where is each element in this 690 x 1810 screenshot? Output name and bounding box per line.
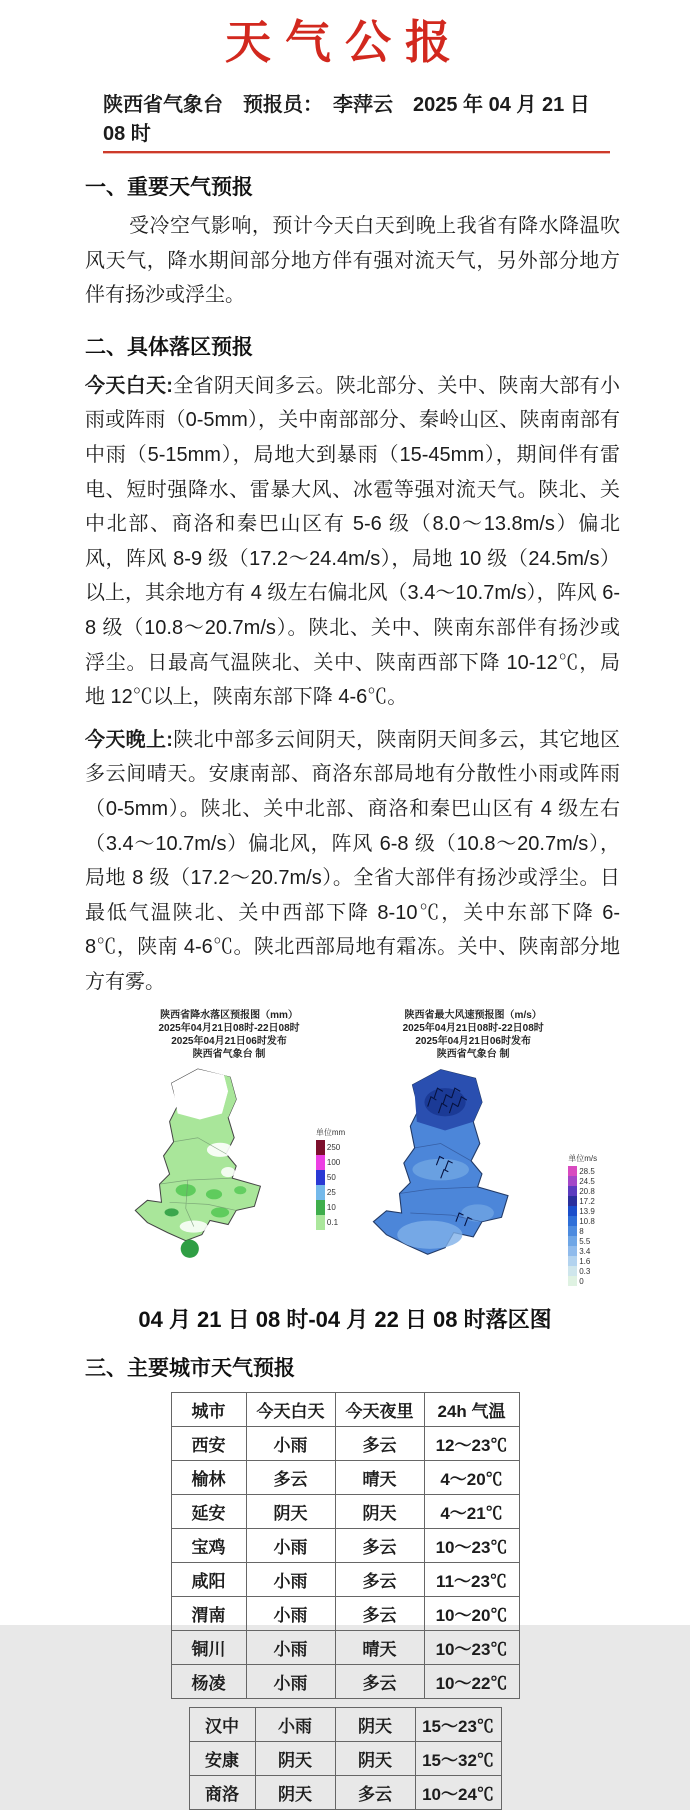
table-cell: 小雨 xyxy=(246,1563,335,1597)
table-cell: 多云 xyxy=(335,1427,424,1461)
legend-swatch xyxy=(568,1176,577,1186)
table-cell: 15～32℃ xyxy=(415,1742,501,1776)
legend-item xyxy=(568,1186,597,1196)
table-row xyxy=(189,1776,501,1810)
legend-value: 3.4 xyxy=(579,1246,591,1256)
forecast-day-paragraph xyxy=(85,369,620,715)
table-cell: 多云 xyxy=(335,1776,415,1810)
legend-value: 25 xyxy=(326,1188,336,1198)
table-cell: 4～20℃ xyxy=(424,1461,519,1495)
table-row xyxy=(171,1563,519,1597)
wind-map-figure xyxy=(349,1009,597,1289)
table-cell: 阴天 xyxy=(255,1776,335,1810)
table-cell: 多云 xyxy=(246,1461,335,1495)
section1-paragraph: 受冷空气影响，预计今天白天到晚上我省有降水降温吹风天气，降水期间部分地方伴有强对流天气，另外部分地方伴有扬沙或浮尘。 xyxy=(85,215,620,307)
table-row xyxy=(171,1427,519,1461)
table-cell: 汉中 xyxy=(189,1708,255,1742)
table-cell: 晴天 xyxy=(335,1461,424,1495)
table-cell: 多云 xyxy=(335,1597,424,1631)
legend-value: 1.6 xyxy=(579,1256,591,1266)
table-cell: 15～23℃ xyxy=(415,1708,501,1742)
table-cell: 阴天 xyxy=(335,1495,424,1529)
legend-item xyxy=(568,1226,597,1236)
table-row xyxy=(171,1597,519,1631)
table-row xyxy=(189,1708,501,1742)
legend-swatch xyxy=(316,1185,325,1200)
wind-legend-bar xyxy=(568,1166,597,1286)
table-cell: 12～23℃ xyxy=(424,1427,519,1461)
forecast-night-text: 陕北中部多云间阴天，陕南阴天间多云，其它地区多云间晴天。安康南部、商洛东部局地有分散性小雨或阵雨（0-5mm）。陕北、关中北部、商洛和秦巴山区有 4 级左右（3.4～10.7m/s）偏北风，阵风 6-8 级（10.8～20.7m/s），局地 8 级（17.2～20.7m/s）。全省大部伴有扬沙或浮尘。日最低气温陕北、关中西部下降 8-10℃，关中东部下降 6-8℃，陕南 4-6℃。陕北西部局地有霜冻。关中、陕南部分地方有雾。 xyxy=(85,728,620,993)
legend-item xyxy=(568,1276,597,1286)
table-cell: 杨凌 xyxy=(171,1665,246,1699)
table-cell: 延安 xyxy=(171,1495,246,1529)
map-title-line: 2025年04月21日08时-22日08时 xyxy=(158,1023,300,1035)
legend-item xyxy=(316,1140,345,1155)
table-row xyxy=(171,1495,519,1529)
legend-item xyxy=(316,1185,345,1200)
legend-item xyxy=(316,1215,345,1230)
legend-item xyxy=(568,1216,597,1226)
legend-item xyxy=(568,1246,597,1256)
legend-swatch xyxy=(568,1186,577,1196)
table-cell: 小雨 xyxy=(246,1631,335,1665)
column-header-city: 城市 xyxy=(171,1393,246,1427)
table-cell: 商洛 xyxy=(189,1776,255,1810)
city-weather-table-south xyxy=(189,1707,502,1810)
legend-swatch xyxy=(568,1266,577,1276)
table-cell: 10～22℃ xyxy=(424,1665,519,1699)
map-title-line: 陕西省气象台 制 xyxy=(436,1049,510,1061)
map-title-line: 陕西省最大风速预报图（m/s） xyxy=(404,1010,542,1022)
legend-unit-label: 单位mm xyxy=(315,1128,346,1138)
legend-swatch xyxy=(568,1246,577,1256)
map-title-line: 2025年04月21日06时发布 xyxy=(415,1036,531,1048)
section1-heading: 一、重要天气预报 xyxy=(85,176,253,199)
legend-item xyxy=(568,1236,597,1246)
legend-swatch xyxy=(568,1276,577,1286)
table-row xyxy=(171,1461,519,1495)
legend-swatch xyxy=(568,1226,577,1236)
forecast-night-paragraph xyxy=(85,723,620,1000)
table-cell: 10～24℃ xyxy=(415,1776,501,1810)
legend-item xyxy=(568,1176,597,1186)
legend-value: 8 xyxy=(579,1226,584,1236)
table-cell: 阴天 xyxy=(335,1742,415,1776)
legend-swatch xyxy=(568,1256,577,1266)
table-cell: 小雨 xyxy=(246,1529,335,1563)
legend-item xyxy=(568,1256,597,1266)
legend-value: 24.5 xyxy=(579,1176,595,1186)
wind-map-image xyxy=(349,1061,565,1289)
table-cell: 阴天 xyxy=(246,1495,335,1529)
map-title-line: 2025年04月21日06时发布 xyxy=(171,1036,287,1048)
precipitation-legend xyxy=(316,1127,345,1230)
column-header-day: 今天白天 xyxy=(246,1393,335,1427)
table-cell: 晴天 xyxy=(335,1631,424,1665)
legend-swatch xyxy=(568,1216,577,1226)
table-row xyxy=(171,1631,519,1665)
forecast-day-text: 全省阴天间多云。陕北部分、关中、陕南大部有小雨或阵雨（0-5mm），关中南部部分、秦岭山区、陕南南部有中雨（5-15mm），局地大到暴雨（15-45mm），期间伴有雷电、短时强降水、雷暴大风、冰雹等强对流天气。陕北、关中北部、商洛和秦巴山区有 5-6 级（8.0～13.8m/s）偏北风，阵风 8-9 级（17.2～24.4m/s），局地 10 级（24.5m/s）以上，其余地方有 4 级左右偏北风（3.4～10.7m/s），阵风 6-8 级（10.8～20.7m/s）。陕北、关中、陕南东部伴有扬沙或浮尘。日最高气温陕北、关中、陕南西部下降 10-12℃，局地 12℃以上，陕南东部下降 4-6℃。 xyxy=(85,374,620,709)
legend-swatch xyxy=(316,1215,325,1230)
legend-value: 100 xyxy=(326,1158,341,1168)
table-cell: 阴天 xyxy=(255,1742,335,1776)
table-cell: 榆林 xyxy=(171,1461,246,1495)
legend-swatch xyxy=(568,1166,577,1176)
section2-heading: 二、具体落区预报 xyxy=(85,335,253,359)
legend-item xyxy=(316,1200,345,1215)
legend-value: 50 xyxy=(326,1173,336,1183)
maps-row xyxy=(70,1009,640,1289)
legend-item xyxy=(316,1170,345,1185)
table-cell: 10～20℃ xyxy=(424,1597,519,1631)
legend-swatch xyxy=(568,1206,577,1216)
table-header-row xyxy=(171,1393,519,1427)
table-cell: 咸阳 xyxy=(171,1563,246,1597)
table-cell: 铜川 xyxy=(171,1631,246,1665)
legend-swatch xyxy=(568,1236,577,1246)
table-cell: 小雨 xyxy=(246,1427,335,1461)
legend-value: 28.5 xyxy=(579,1166,595,1176)
table-cell: 安康 xyxy=(189,1742,255,1776)
wind-legend xyxy=(568,1153,597,1286)
legend-swatch xyxy=(316,1140,325,1155)
column-header-temp: 24h 气温 xyxy=(424,1393,519,1427)
table-row xyxy=(171,1529,519,1563)
table-cell: 多云 xyxy=(335,1529,424,1563)
legend-item xyxy=(316,1155,345,1170)
legend-value: 17.2 xyxy=(579,1196,595,1206)
maps-caption: 04 月 21 日 08 时-04 月 22 日 08 时落区图 xyxy=(138,1307,552,1333)
legend-value: 13.9 xyxy=(579,1206,595,1216)
legend-value: 10 xyxy=(326,1203,336,1213)
forecast-night-label: 今天晚上: xyxy=(85,728,173,751)
section3-heading: 三、主要城市天气预报 xyxy=(85,1357,295,1381)
table-row xyxy=(189,1742,501,1776)
legend-swatch xyxy=(568,1196,577,1206)
table-cell: 多云 xyxy=(335,1665,424,1699)
meta-line: 陕西省气象台 预报员： 李萍云 2025 年 04 月 21 日 08 时 xyxy=(103,88,610,153)
table-cell: 多云 xyxy=(335,1563,424,1597)
map-title-line: 陕西省气象台 制 xyxy=(192,1049,266,1061)
forecast-day-label: 今天白天: xyxy=(85,374,173,397)
table-cell: 小雨 xyxy=(255,1708,335,1742)
legend-value: 5.5 xyxy=(579,1236,591,1246)
table-cell: 渭南 xyxy=(171,1597,246,1631)
legend-value: 20.8 xyxy=(579,1186,595,1196)
legend-value: 0.3 xyxy=(579,1266,591,1276)
table-cell: 10～23℃ xyxy=(424,1529,519,1563)
legend-swatch xyxy=(316,1155,325,1170)
map-title-line: 陕西省降水落区预报图（mm） xyxy=(160,1010,298,1022)
legend-value: 0.1 xyxy=(326,1218,339,1228)
table-cell: 4～21℃ xyxy=(424,1495,519,1529)
legend-item xyxy=(568,1266,597,1276)
precipitation-map-figure xyxy=(113,1009,345,1289)
city-table-body-main xyxy=(171,1427,519,1699)
table-cell: 小雨 xyxy=(246,1665,335,1699)
table-cell: 宝鸡 xyxy=(171,1529,246,1563)
legend-item xyxy=(568,1196,597,1206)
precipitation-map-image xyxy=(113,1061,313,1273)
legend-swatch xyxy=(316,1200,325,1215)
table-row xyxy=(171,1665,519,1699)
wind-map-wrap xyxy=(349,1061,597,1289)
city-table-body-south xyxy=(189,1708,501,1810)
table-cell: 10～23℃ xyxy=(424,1631,519,1665)
table-cell: 小雨 xyxy=(246,1597,335,1631)
table-cell: 阴天 xyxy=(335,1708,415,1742)
legend-swatch xyxy=(316,1170,325,1185)
map-title-line: 2025年04月21日08时-22日08时 xyxy=(402,1023,544,1035)
legend-value: 250 xyxy=(326,1143,341,1153)
precipitation-map-title xyxy=(158,1009,299,1061)
legend-unit-label: 单位m/s xyxy=(568,1154,598,1164)
page-title: 天气公报 xyxy=(225,16,465,68)
precipitation-legend-bar xyxy=(316,1140,345,1230)
city-weather-table-main xyxy=(171,1392,520,1699)
precipitation-map-wrap xyxy=(113,1061,345,1273)
legend-value: 10.8 xyxy=(579,1216,595,1226)
wind-map-title xyxy=(403,1009,544,1061)
table-cell: 西安 xyxy=(171,1427,246,1461)
legend-item xyxy=(568,1206,597,1216)
column-header-night: 今天夜里 xyxy=(335,1393,424,1427)
table-cell: 11～23℃ xyxy=(424,1563,519,1597)
legend-item xyxy=(568,1166,597,1176)
legend-value: 0 xyxy=(579,1276,584,1286)
